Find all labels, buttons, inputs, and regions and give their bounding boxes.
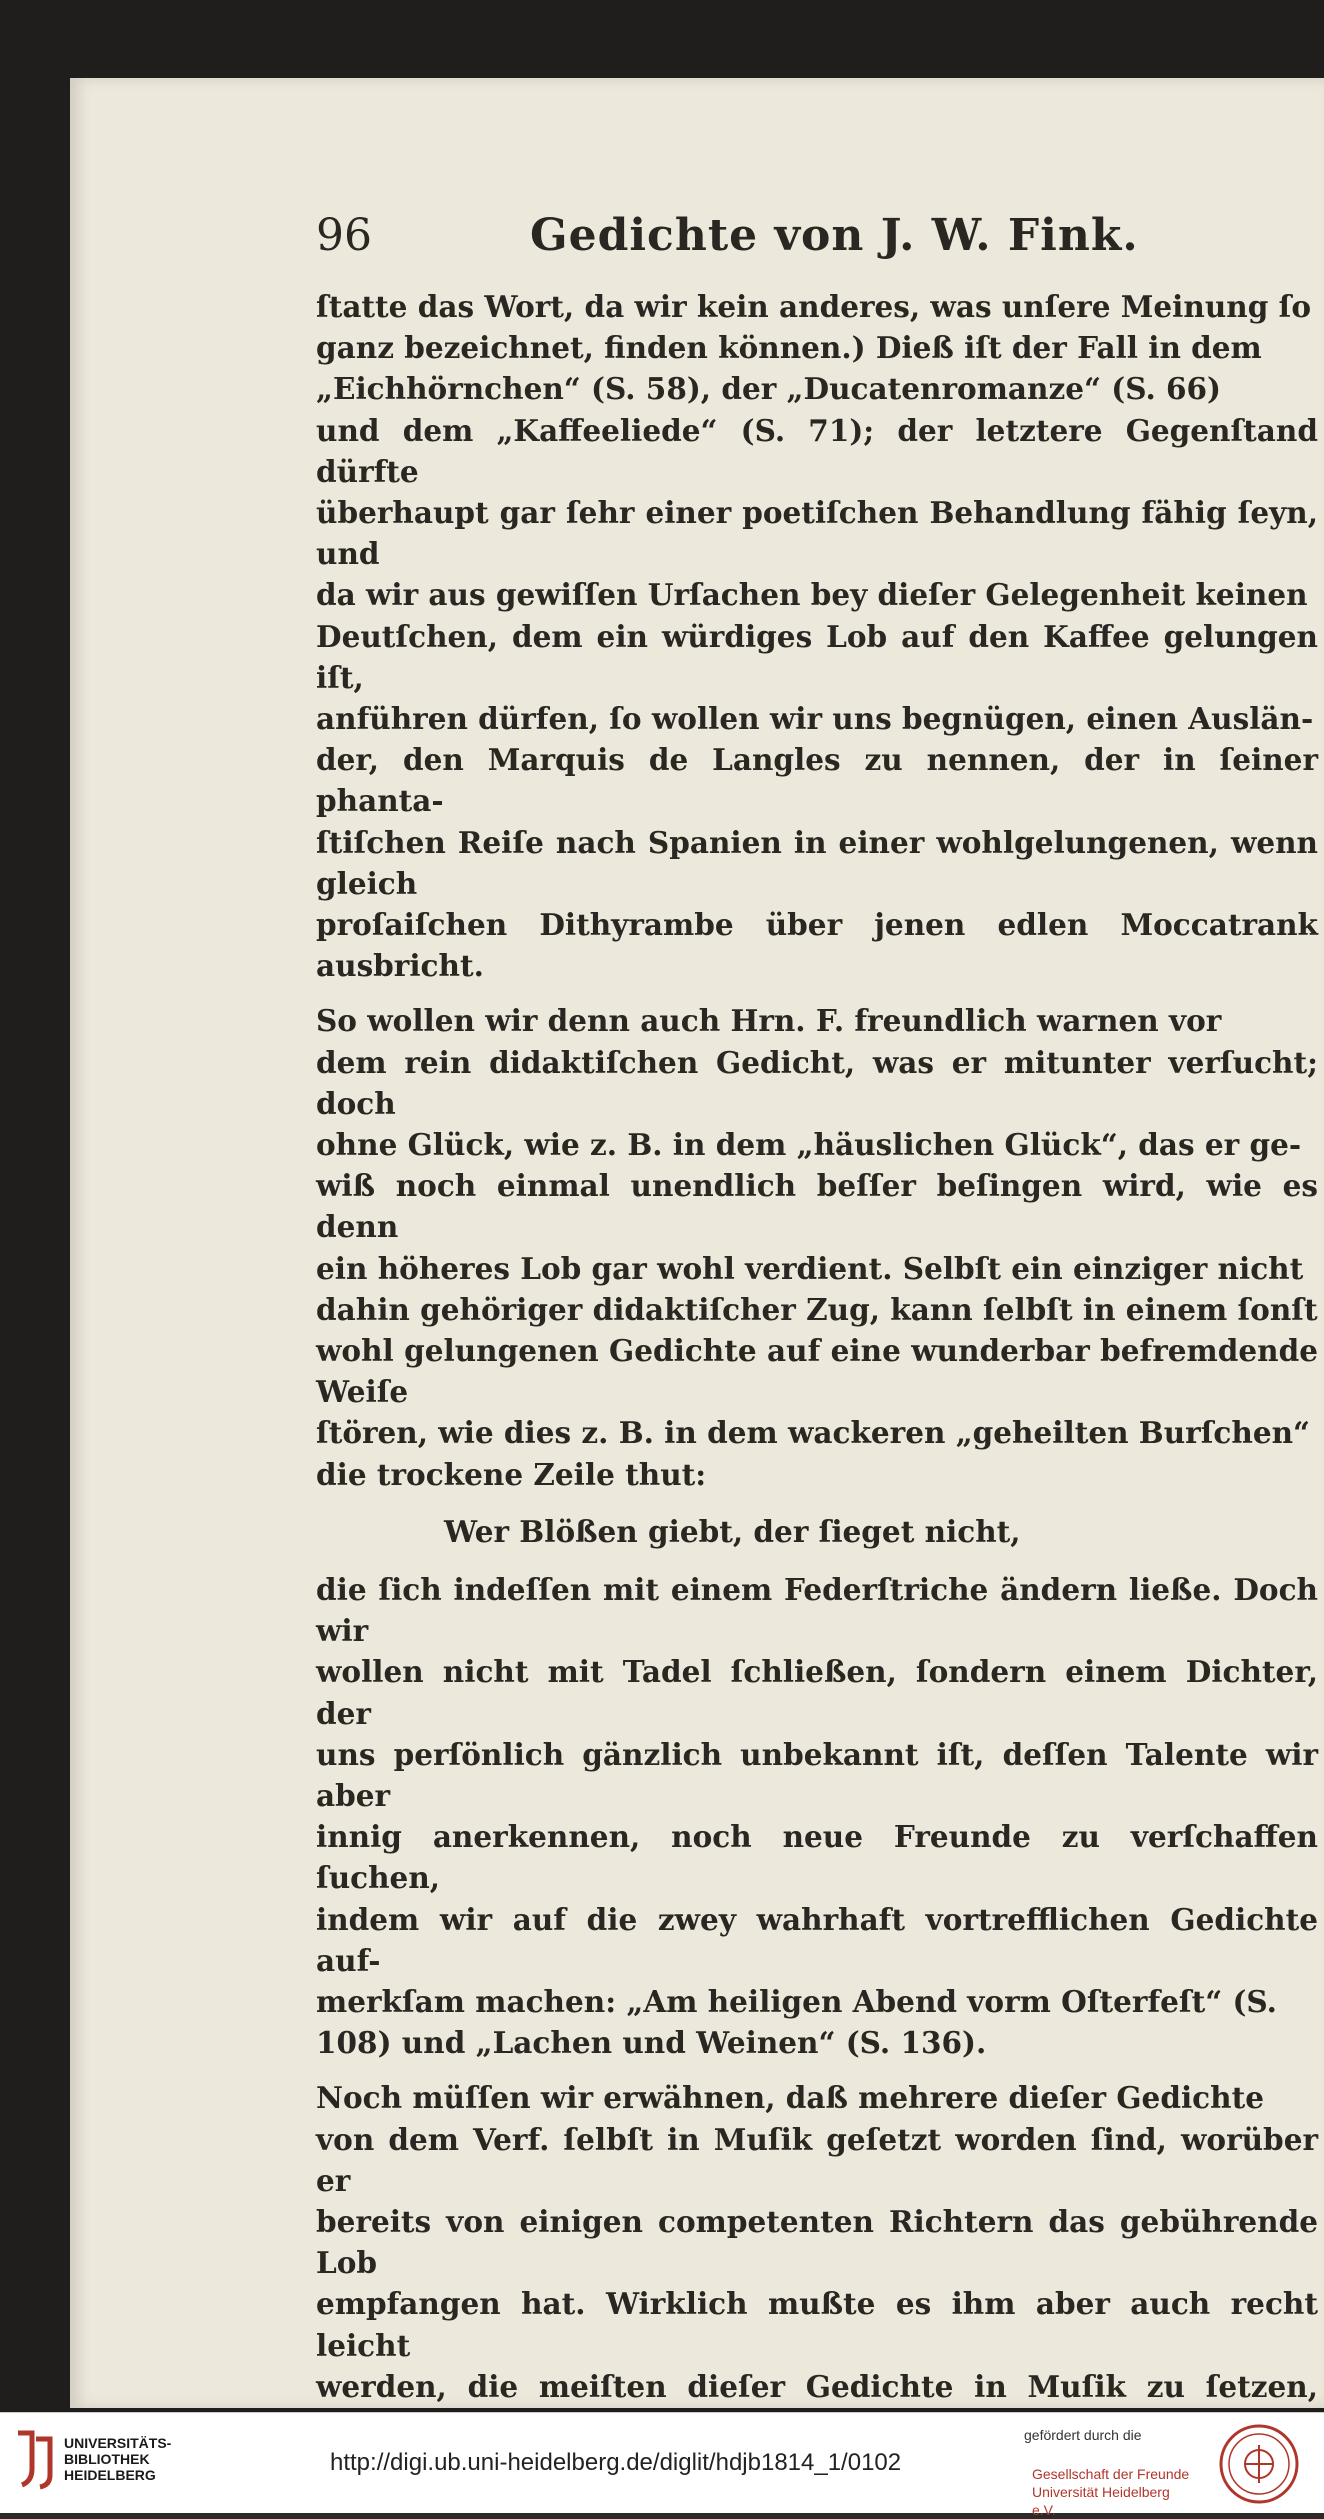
sponsor-name[interactable] [1032, 2465, 1192, 2519]
verse-quote: Wer Blößen giebt, der ſieget nicht, [444, 1513, 1021, 1549]
sponsor-name-line: Gesellschaft der Freunde [1032, 2466, 1190, 2482]
page-content [316, 210, 1318, 2408]
book-page [70, 78, 1324, 2408]
page-header: Gedichte von J. W. Fink. [530, 210, 1139, 261]
sponsor-label: gefördert durch die [1024, 2427, 1142, 2443]
sponsor-name-line: Universität Heidelberg e.V. [1032, 2484, 1170, 2518]
permalink-url[interactable]: http://digi.ub.uni-heidelberg.de/diglit/hdjb1814_1/0102 [330, 2449, 902, 2476]
page-number: 96 [316, 210, 372, 261]
paragraph-1: ſtatte das Wort, da wir kein anderes, was unſere Meinung ſo ganz bezeichnet, finden können.) Dieß iſt der Fall in dem „Eichhörnchen“ (S. 58), der „Ducatenromanze“ (S. 66) und dem „Kaffeeliede“ (S. 71); der letztere Gegenſtand dürfte überhaupt gar ſehr einer poetiſchen Behandlung fähig ſeyn, und da wir aus gewiſſen Urſachen bey dieſer Gelegenheit keinen Deutſchen, dem ein würdiges Lob auf den Kaffee gelungen iſt, anführen dürfen, ſo wollen wir uns begnügen, einen Auslän- der, den Marquis de Langles zu nennen, der in ſeiner phanta- ſtiſchen Reiſe nach Spanien in einer wohlgelungenen, wenn gleich proſaiſchen Dithyrambe über jenen edlen Moccatrank ausbricht. [316, 289, 1318, 984]
library-name-line: HEIDELBERG [64, 2467, 156, 2483]
library-name [64, 2435, 234, 2483]
university-seal-icon [1218, 2423, 1300, 2505]
paragraph-4: Noch müſſen wir erwähnen, daß mehrere dieſer Gedichte von dem Verf. ſelbſt in Muſik geſetzt worden ſind, worüber er bereits von einigen competenten Richtern das gebührende Lob empfangen hat. Wirklich mußte es ihm aber auch recht leicht werden, die meiſten dieſer Gedichte in Muſik zu ſetzen, [316, 2080, 1318, 2404]
paragraph-3: die ſich indeſſen mit einem Federſtriche ändern ließe. Doch wir wollen nicht mit Tadel ſchließen, ſondern einem Dichter, der uns perſönlich gänzlich unbekannt iſt, deſſen Talente wir aber innig anerkennen, noch neue Freunde zu verſchaffen ſuchen, indem wir auf die zwey wahrhaft vortrefflichen Gedichte auf- merkſam machen: „Am heiligen Abend vorm Oſterfeſt“ (S. 108) und „Lachen und Weinen“ (S. 136). [316, 1571, 1318, 2061]
library-name-line: BIBLIOTHEK [64, 2451, 150, 2467]
footer-bar [0, 2412, 1324, 2518]
running-head [316, 210, 1318, 282]
ub-heidelberg-logo-icon[interactable] [12, 2429, 56, 2491]
paragraph-2: So wollen wir denn auch Hrn. F. freundlich warnen vor dem rein didaktiſchen Gedicht, was er mitunter verſucht; doch ohne Glück, wie z. B. in dem „häuslichen Glück“, das er ge- wiß noch einmal unendlich beſſer beſingen wird, wie es denn ein höheres Lob gar wohl verdient. Selbſt ein einziger nicht dahin gehöriger didaktiſcher Zug, kann ſelbſt in einem ſonſt wohl gelungenen Gedichte auf eine wunderbar befremdende Weiſe ſtören, wie dies z. B. in dem wackeren „geheilten Burſchen“ die trockene Zeile thut: [316, 1003, 1318, 1492]
library-name-line: UNIVERSITÄTS- [64, 2435, 172, 2451]
